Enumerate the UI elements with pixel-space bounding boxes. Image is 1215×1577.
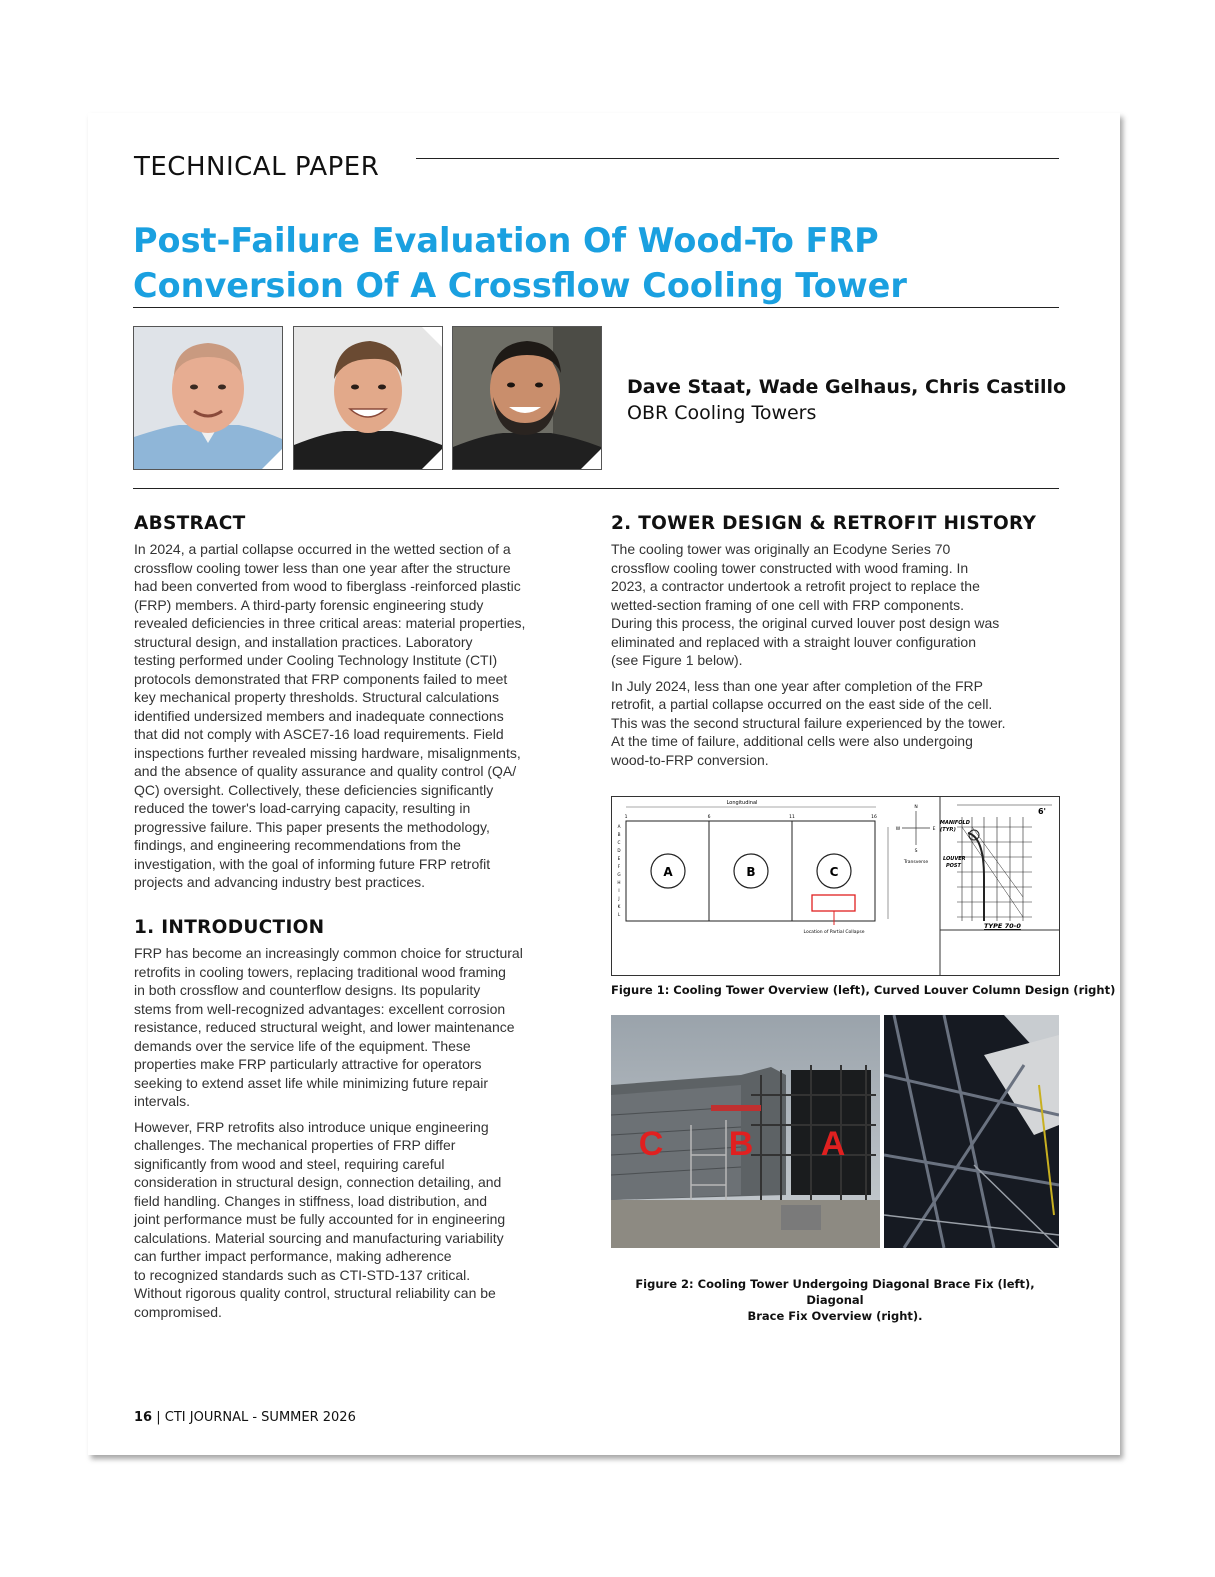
paper-title bbox=[133, 218, 1063, 308]
svg-text:A: A bbox=[617, 824, 621, 829]
section-rule bbox=[133, 488, 1059, 489]
author-names: Dave Staat, Wade Gelhaus, Chris Castillo bbox=[627, 376, 1067, 398]
author-block bbox=[627, 376, 1066, 424]
svg-text:1: 1 bbox=[624, 815, 628, 820]
title-line-2: Conversion Of A Crossflow Cooling Tower bbox=[133, 266, 907, 305]
svg-text:J: J bbox=[618, 896, 620, 901]
louver-post-label: LOUVER bbox=[943, 856, 966, 862]
louver-column-detail bbox=[957, 805, 1052, 921]
collapse-location-box bbox=[812, 895, 855, 911]
svg-text:C: C bbox=[617, 840, 621, 845]
author-photo-3 bbox=[452, 326, 602, 470]
svg-text:I: I bbox=[618, 888, 620, 893]
svg-text:6': 6' bbox=[1037, 807, 1047, 816]
type-label: TYPE 70-0 bbox=[984, 922, 1021, 930]
svg-text:C: C bbox=[829, 865, 839, 879]
figure-1-caption: Figure 1: Cooling Tower Overview (left), Curved Louver Column Design (right) bbox=[611, 983, 1116, 997]
figure-2-left-photo bbox=[611, 1015, 880, 1248]
figure-1 bbox=[611, 796, 1060, 976]
svg-text:(TYP.): (TYP.) bbox=[940, 827, 956, 833]
title-rule bbox=[133, 307, 1059, 308]
page-number: 16 bbox=[134, 1410, 153, 1425]
svg-text:16: 16 bbox=[871, 815, 877, 820]
introduction-paragraph-1: FRP has become an increasingly common choice for structural retrofits in cooling towers, replacing traditional wood framing in both crossflow and counterflow designs. Its popularity stems from well-recognized advantages: excellent corrosion resistance, reduced structural weight, and lower maintenance demands over the service life of the equipment. These properties make FRP particularly attractive for operators seeking to extend asset life while minimizing future repair intervals. bbox=[134, 945, 523, 1109]
svg-text:E: E bbox=[932, 827, 936, 832]
introduction-section bbox=[134, 917, 579, 1321]
footer-separator: | bbox=[156, 1410, 161, 1425]
figure-2-right-photo bbox=[884, 1015, 1059, 1248]
svg-text:K: K bbox=[617, 904, 621, 909]
svg-text:G: G bbox=[617, 872, 621, 877]
longitudinal-label: Longitudinal bbox=[726, 800, 758, 806]
svg-text:H: H bbox=[617, 880, 621, 885]
svg-text:B: B bbox=[746, 865, 756, 879]
svg-text:F: F bbox=[617, 864, 621, 869]
header-rule bbox=[416, 158, 1059, 159]
tower-design-section bbox=[611, 513, 1063, 769]
row-letters bbox=[617, 824, 620, 917]
manifold-label: MANIFOLD bbox=[940, 820, 970, 826]
transverse-label: Transverse bbox=[903, 860, 929, 865]
svg-text:E: E bbox=[617, 856, 621, 861]
abstract-section bbox=[134, 513, 579, 892]
author-organization: OBR Cooling Towers bbox=[627, 402, 817, 424]
svg-text:B: B bbox=[617, 832, 621, 837]
svg-text:A: A bbox=[663, 865, 673, 879]
svg-text:11: 11 bbox=[789, 815, 795, 820]
introduction-paragraph-2: However, FRP retrofits also introduce unique engineering challenges. The mechanical properties of FRP differ significantly from wood and steel, requiring careful consideration in structural design, connection detailing, and field handling. Changes in stiffness, load distribution, and joint performance must be fully accounted for in engineering calculations. Material sourcing and manufacturing variability can further impact performance, making adherence to recognized standards such as CTI-STD-137 critical. Without rigorous quality control, structural reliability can be compromised. bbox=[134, 1118, 506, 1320]
journal-name: CTI JOURNAL - SUMMER 2026 bbox=[164, 1410, 356, 1425]
svg-text:S: S bbox=[914, 849, 918, 854]
svg-text:W: W bbox=[895, 827, 901, 832]
author-photo-1 bbox=[133, 326, 283, 470]
page-footer bbox=[134, 1410, 356, 1425]
tower-design-heading: 2. TOWER DESIGN & RETROFIT HISTORY bbox=[611, 513, 1037, 534]
svg-text:L: L bbox=[617, 912, 621, 917]
photo-label-b: B bbox=[728, 1125, 754, 1163]
author-photo-2 bbox=[293, 326, 443, 470]
svg-text:N: N bbox=[914, 805, 918, 810]
title-line-1: Post-Failure Evaluation Of Wood-To FRP bbox=[133, 221, 879, 260]
section-label: TECHNICAL PAPER bbox=[134, 152, 380, 182]
svg-text:6: 6 bbox=[707, 815, 711, 820]
figure-2-caption: Figure 2: Cooling Tower Undergoing Diagonal Brace Fix (left), Diagonal Brace Fix Overview (right). bbox=[635, 1277, 1035, 1323]
collapse-label: Location of Partial Collapse bbox=[803, 930, 865, 935]
photo-label-a: A bbox=[820, 1125, 846, 1163]
introduction-heading: 1. INTRODUCTION bbox=[134, 917, 325, 938]
tower-design-paragraph-2: In July 2024, less than one year after completion of the FRP retrofit, a partial collapse occurred on the east side of the cell. This was the second structural failure experienced by the tower. At the time of failure, additional cells were also undergoing wood-to-FRP conversion. bbox=[611, 677, 1006, 768]
photo-label-c: C bbox=[638, 1125, 664, 1163]
svg-text:D: D bbox=[617, 848, 621, 853]
compass bbox=[896, 804, 936, 854]
abstract-heading: ABSTRACT bbox=[134, 513, 246, 534]
abstract-text: In 2024, a partial collapse occurred in the wetted section of a crossflow cooling tower less than one year after the structure had been converted from wood to fiberglass -reinforced plastic (FRP) members. A third-party forensic engineering study revealed deficiencies in three critical areas: material properties, structural design, and installation practices. Laboratory testing performed under Cooling Technology Institute (CTI) protocols demonstrated that FRP components failed to meet key mechanical property thresholds. Structural calculations identified undersized members and inadequate connections that did not comply with ASCE7-16 load requirements. Field inspections further revealed missing hardware, misalignments, and the absence of quality assurance and quality control (QA/ QC) oversight. Collectively, these deficiencies significantly reduced the tower's load-carrying capacity, resulting in progressive failure. This paper presents the methodology, findings, and engineering recommendations from the investigation, with the goal of informing future FRP retrofit projects and advancing industry best practices. bbox=[134, 541, 526, 890]
tower-design-paragraph-1: The cooling tower was originally an Ecodyne Series 70 crossflow cooling tower constructed with wood framing. In 2023, a contractor undertook a retrofit project to replace the wetted-section framing of one cell with FRP components. During this process, the original curved louver post design was eliminated and replaced with a straight louver configuration (see Figure 1 below). bbox=[611, 541, 1000, 668]
svg-text:POST: POST bbox=[946, 863, 961, 869]
